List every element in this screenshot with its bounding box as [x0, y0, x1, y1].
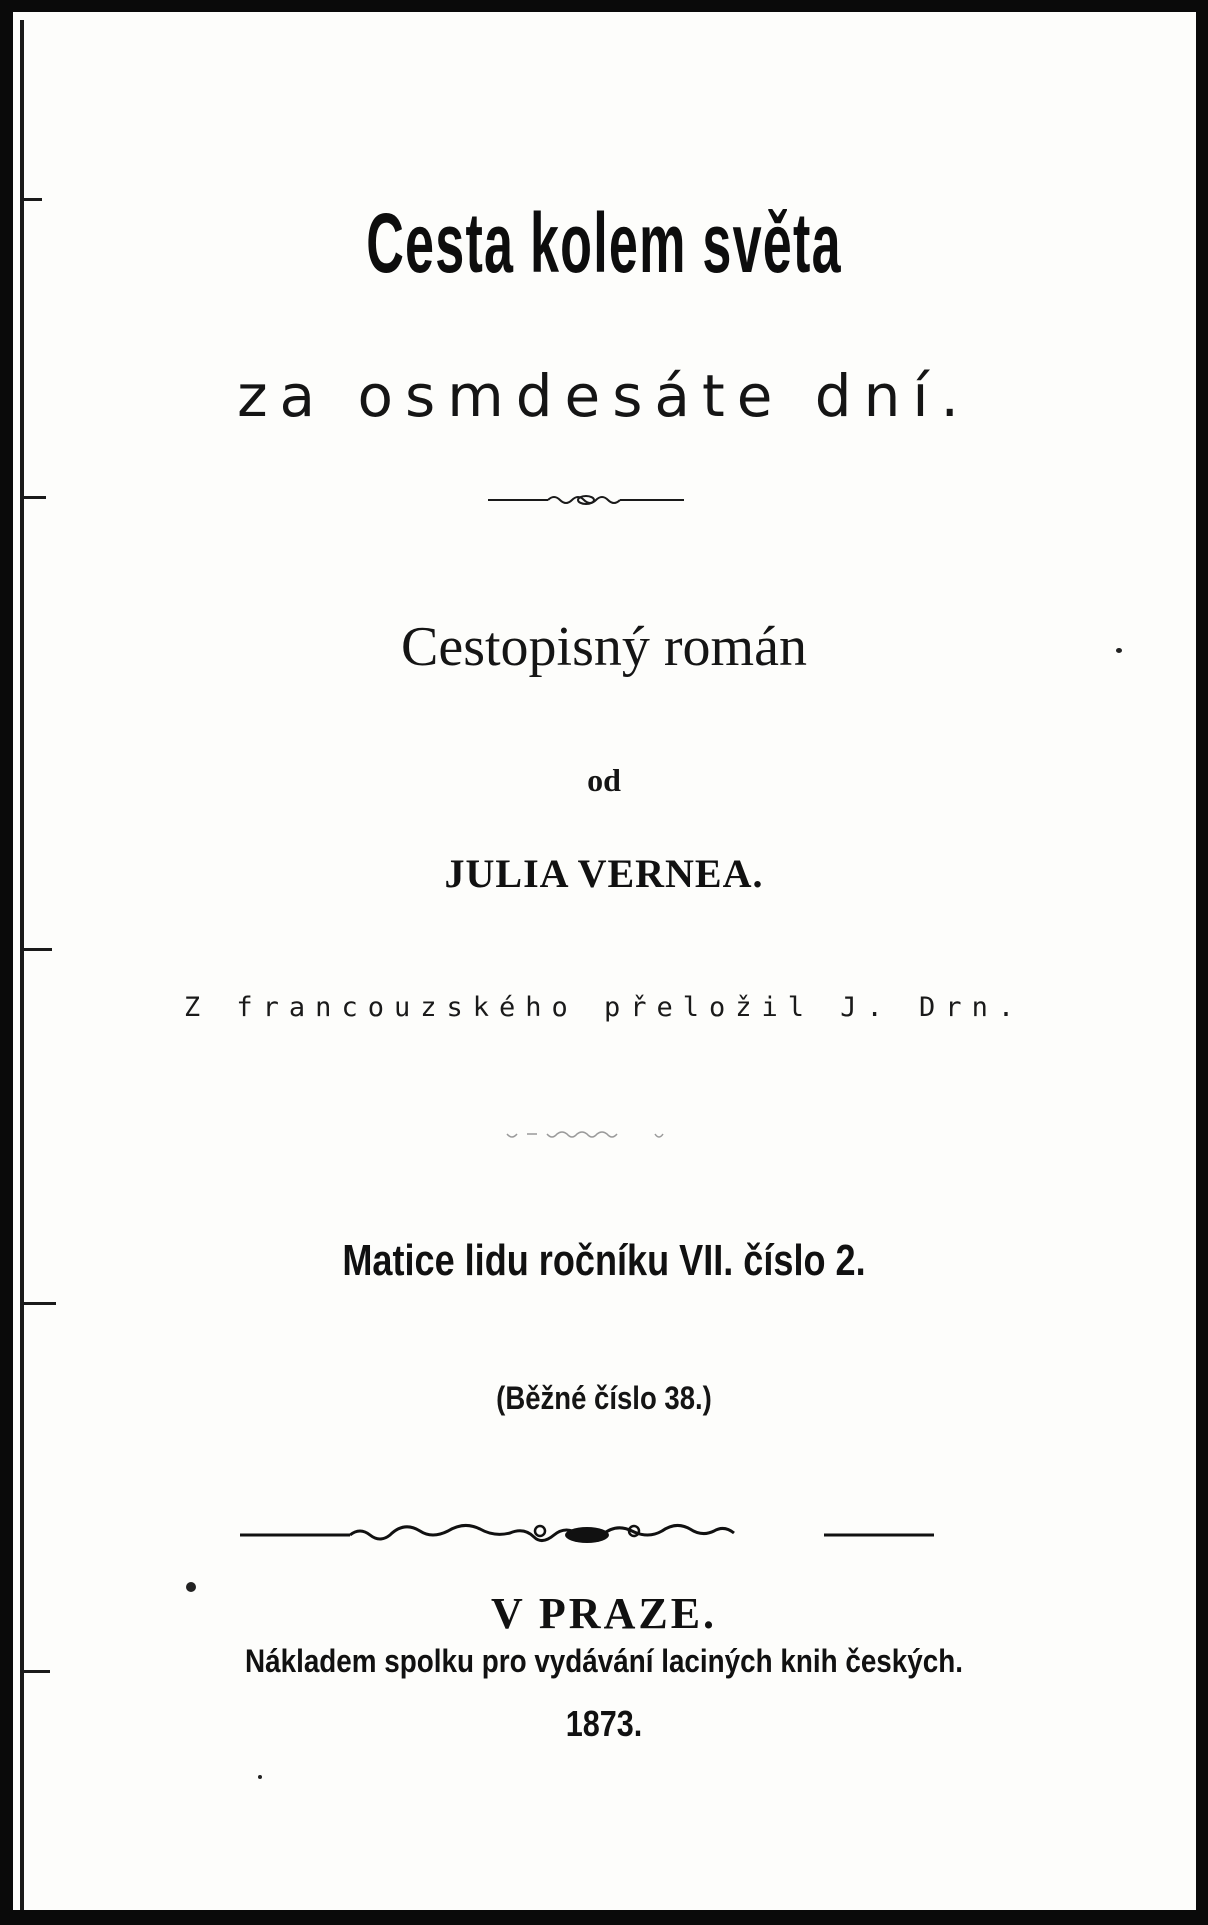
- series-info: Matice lidu ročníku VII. číslo 2.: [342, 1236, 866, 1285]
- publication-city: V PRAZE.: [490, 1589, 718, 1638]
- ink-speck: [258, 1775, 262, 1779]
- faint-ornamental-rule: [505, 1128, 665, 1142]
- by-line: od: [587, 762, 621, 798]
- publisher-line: Nákladem spolku pro vydávání laciných knih českých.: [245, 1643, 963, 1679]
- genre-line: Cestopisný román: [401, 616, 807, 678]
- page-border-top: [0, 0, 1208, 12]
- publication-year: 1873.: [565, 1703, 643, 1744]
- binding-mark: [20, 948, 52, 951]
- author-name: JULIA VERNEA.: [444, 851, 764, 896]
- ink-speck: [186, 1582, 196, 1592]
- small-ornamental-rule: [488, 490, 684, 510]
- binding-mark: [20, 1670, 50, 1673]
- binding-mark: [20, 496, 46, 499]
- book-title: Cesta kolem světa: [366, 196, 842, 290]
- translator-line: Z francouzského přeložil J. Drn.: [183, 992, 1025, 1023]
- page-border-bottom: [0, 1910, 1208, 1925]
- ink-speck: [1116, 648, 1122, 653]
- large-ornamental-rule: [240, 1517, 934, 1553]
- book-subtitle: za osmdesáte dní.: [237, 362, 971, 430]
- binding-mark: [20, 198, 42, 201]
- running-number: (Běžné číslo 38.): [496, 1380, 712, 1416]
- binding-mark: [20, 1302, 56, 1305]
